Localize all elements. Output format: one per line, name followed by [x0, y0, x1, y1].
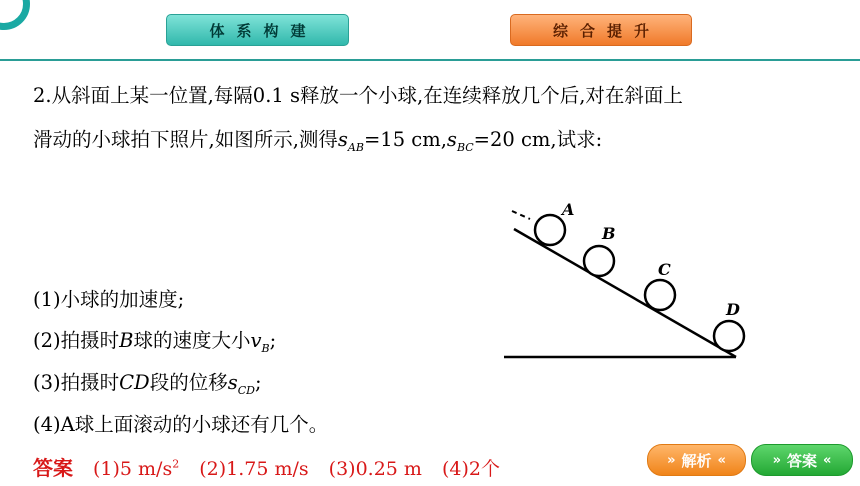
answer-line [33, 452, 520, 481]
label-b: B [602, 224, 616, 243]
chevron-right-icon: » [667, 452, 676, 468]
segment-label: CD [119, 371, 150, 394]
problem-line-2 [33, 124, 602, 154]
var-sab [337, 128, 364, 154]
ball-b [584, 246, 614, 276]
ball-label: B [119, 329, 134, 352]
text-segment: ; [269, 329, 277, 352]
text-segment: 球的速度大小 [133, 329, 251, 352]
answer-label: 答案 [33, 456, 73, 480]
tab-label: 体系构建 [209, 21, 318, 40]
var-symbol: v [250, 329, 262, 352]
chevron-left-icon: « [823, 452, 832, 468]
incline-surface [514, 229, 736, 357]
text-segment: ; [254, 371, 262, 394]
problem-line-1: 2.从斜面上某一位置,每隔0.1 s释放一个小球,在连续释放几个后,对在斜面上 [33, 84, 683, 107]
var-scd [227, 371, 255, 397]
var-symbol: s [337, 128, 348, 151]
tab-label: 综合提升 [552, 21, 661, 40]
analysis-button[interactable] [647, 444, 746, 476]
answer-1 [93, 458, 179, 480]
text-segment: (2)拍摄时 [33, 329, 120, 352]
label-c: C [658, 260, 671, 279]
var-subscript: BC [456, 140, 474, 154]
chevron-left-icon: « [717, 452, 726, 468]
var-sbc [446, 128, 474, 154]
text-segment: =15 cm, [363, 128, 447, 151]
tab-comprehensive-improvement[interactable] [510, 14, 692, 46]
var-subscript: AB [347, 140, 364, 154]
var-vb [250, 329, 270, 355]
ball-a [535, 215, 565, 245]
answer-1-exponent: 2 [172, 457, 180, 471]
tab-system-construction[interactable] [166, 14, 349, 46]
ball-d [714, 321, 744, 351]
question-2 [33, 325, 276, 355]
header-divider [0, 59, 860, 61]
answer-2: (2)1.75 m/s [199, 458, 309, 480]
decorative-ring-icon [0, 0, 30, 30]
ball-c [645, 280, 675, 310]
answer-4: (4)2个 [441, 458, 500, 480]
answer-button[interactable] [751, 444, 853, 476]
analysis-button-label: 解析 [681, 451, 712, 470]
var-symbol: s [227, 371, 238, 394]
text-segment: 滑动的小球拍下照片,如图所示,测得 [33, 128, 338, 151]
text-segment: =20 cm,试求: [473, 128, 603, 151]
label-a: A [562, 200, 575, 219]
text-segment: (3)拍摄时 [33, 371, 120, 394]
var-subscript: B [261, 341, 270, 355]
answer-3: (3)0.25 m [328, 458, 422, 480]
label-d: D [726, 300, 740, 319]
text-segment: 段的位移 [149, 371, 228, 394]
incline-figure [500, 195, 760, 365]
answer-button-label: 答案 [786, 451, 817, 470]
question-1: (1)小球的加速度; [33, 288, 185, 311]
chevron-right-icon: » [772, 452, 781, 468]
question-3 [33, 367, 262, 397]
var-subscript: CD [237, 383, 255, 397]
incline-dashed-extension [512, 211, 530, 219]
question-4: (4)A球上面滚动的小球还有几个。 [33, 413, 329, 436]
answer-1-text: (1)5 m/s [93, 458, 173, 480]
var-symbol: s [446, 128, 457, 151]
